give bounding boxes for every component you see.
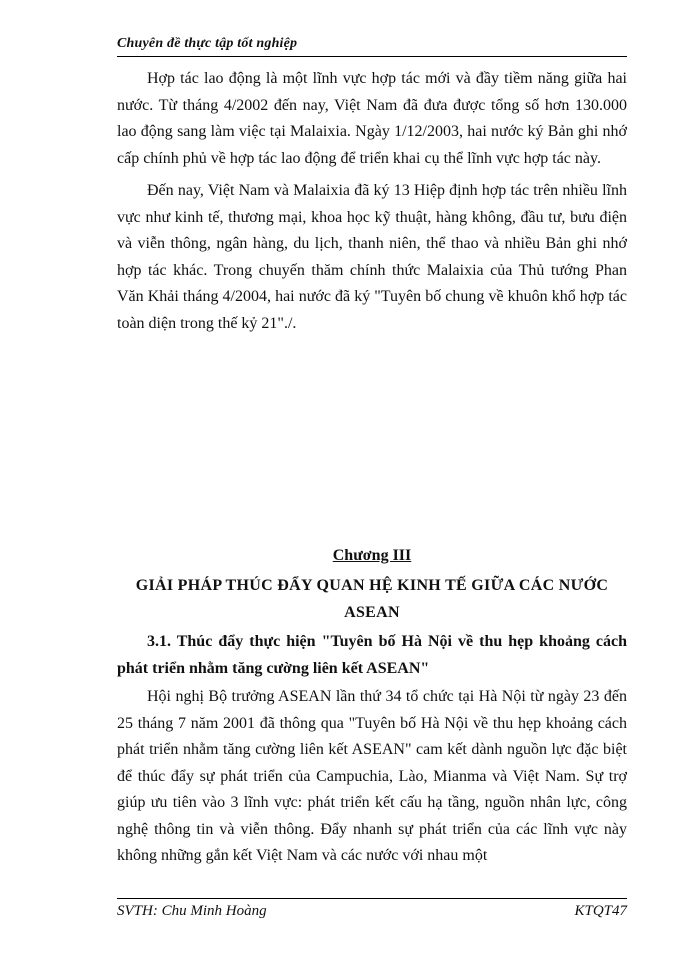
- chapter-title: GIẢI PHÁP THÚC ĐẨY QUAN HỆ KINH TẾ GIỮA CÁC NƯỚC ASEAN: [135, 577, 609, 621]
- footer-class-code: KTQT47: [574, 903, 627, 919]
- footer-divider: [117, 898, 627, 899]
- page-header-title: Chuyên đề thực tập tốt nghiệp: [117, 36, 298, 51]
- paragraph-labor-cooperation: Hợp tác lao động là một lĩnh vực hợp tác mới và đầy tiềm năng giữa hai nước. Từ tháng 4/2002 đến nay, Việt Nam đã đưa được tổng số hơn 130.000 lao động sang làm việc tại Malaixia. Ngày 1/12/2003, hai nước ký Bản ghi nhớ cấp chính phủ về hợp tác lao động để triển khai cụ thể lĩnh vực hợp tác này.: [117, 70, 627, 167]
- section-heading: 3.1. Thúc đẩy thực hiện "Tuyên bố Hà Nội về thu hẹp khoảng cách phát triển nhằm tăng cường liên kết ASEAN": [117, 633, 627, 677]
- header-divider: [117, 56, 627, 57]
- chapter-number: Chương III: [332, 547, 412, 564]
- footer-author: SVTH: Chu Minh Hoàng: [117, 903, 267, 919]
- body-top: [117, 66, 627, 343]
- body-bottom: [117, 684, 627, 876]
- paragraph-agreements: Đến nay, Việt Nam và Malaixia đã ký 13 Hiệp định hợp tác trên nhiều lĩnh vực như kinh tế, thương mại, khoa học kỹ thuật, hàng không, đầu tư, bưu điện và viễn thông, ngân hàng, du lịch, thanh niên, thể thao và nhiều Bản ghi nhớ hợp tác khác. Trong chuyến thăm chính thức Malaixia của Thủ tướng Phan Văn Khải tháng 4/2004, hai nước đã ký "Tuyên bố chung về khuôn khổ hợp tác toàn diện trong thế kỷ 21"./.: [117, 182, 627, 332]
- paragraph-hanoi-declaration: Hội nghị Bộ trưởng ASEAN lần thứ 34 tổ chức tại Hà Nội từ ngày 23 đến 25 tháng 7 năm 2001 đã thông qua "Tuyên bố Hà Nội về thu hẹp khoảng cách phát triển nhằm tăng cường liên kết ASEAN" cam kết dành nguồn lực đặc biệt để thúc đẩy sự phát triển của Campuchia, Lào, Mianma và Việt Nam. Sự trợ giúp ưu tiên vào 3 lĩnh vực: phát triển kết cấu hạ tầng, nguồn nhân lực, công nghệ thông tin và viễn thông. Đẩy nhanh sự phát triển của các lĩnh vực này không những gắn kết Việt Nam và các nước với nhau một: [117, 688, 627, 864]
